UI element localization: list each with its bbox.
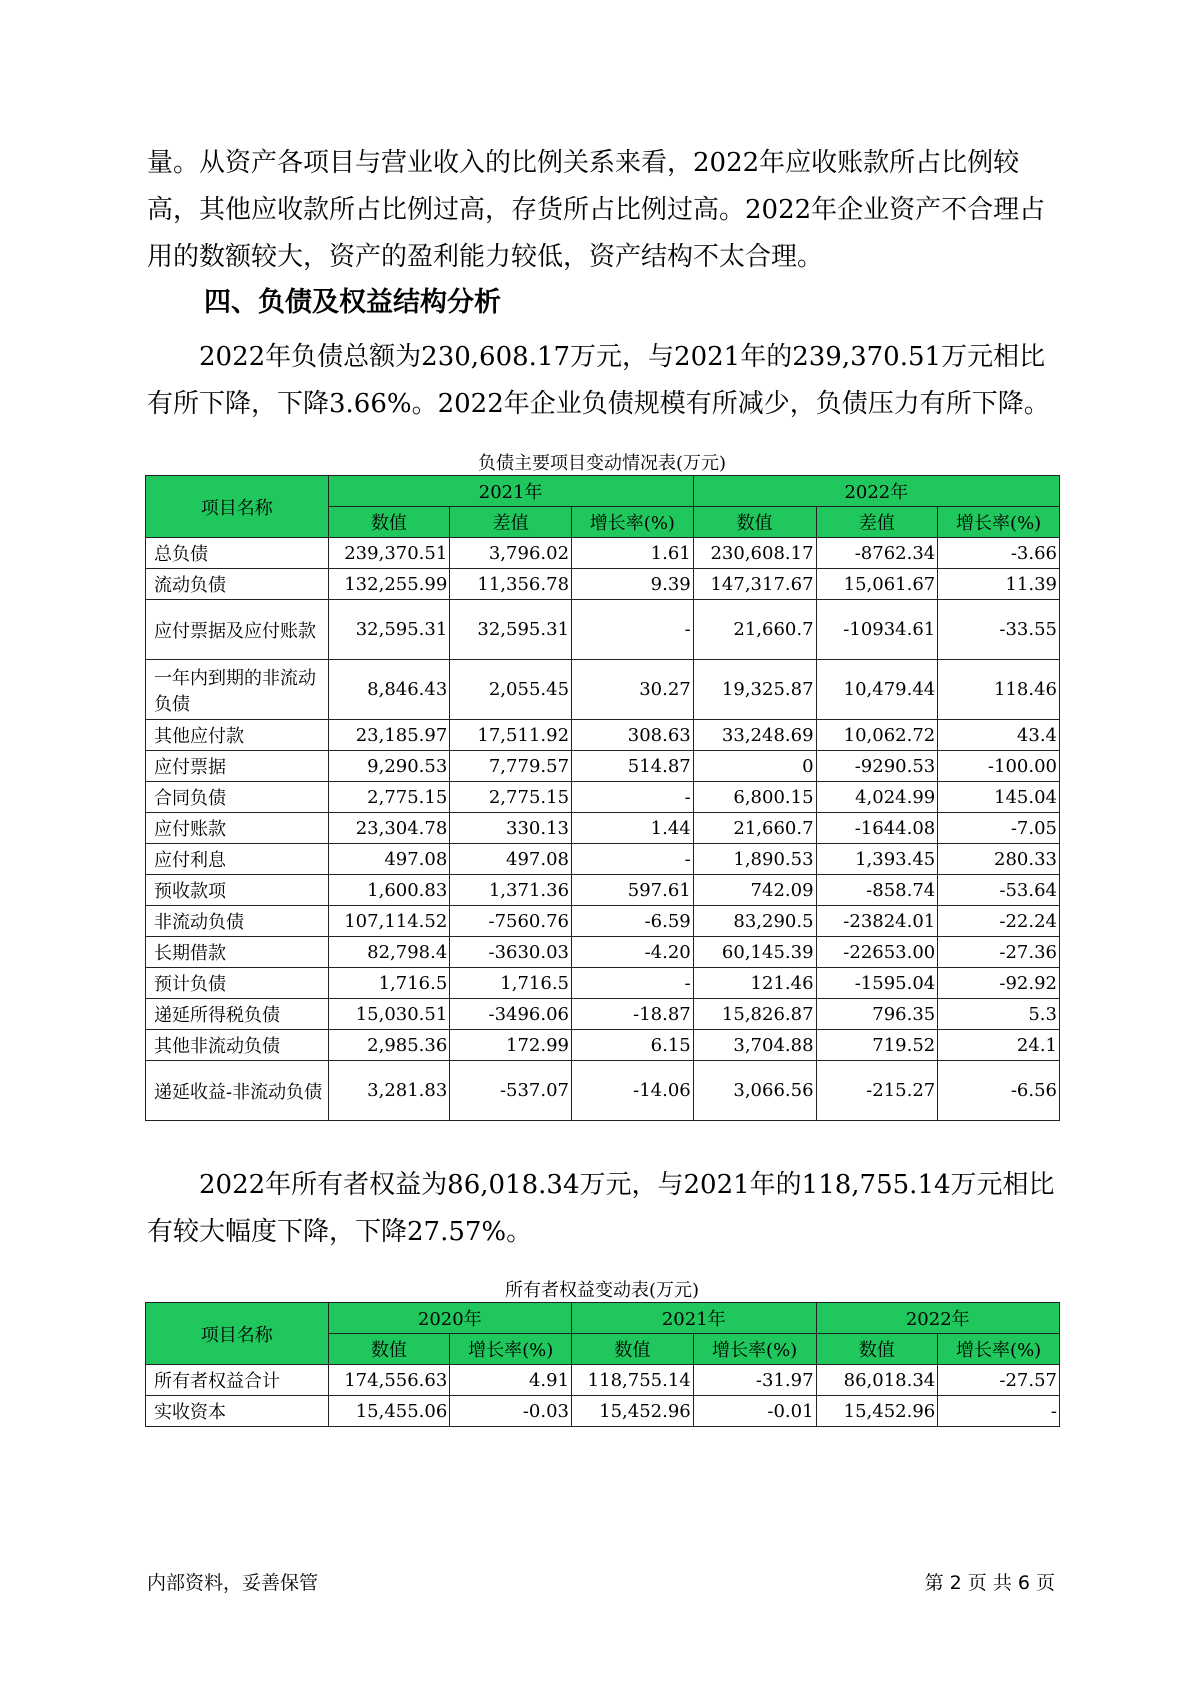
table-row [146, 660, 1060, 720]
table-cell: 118,755.14 [572, 1365, 694, 1396]
table-cell: 21,660.7 [693, 600, 816, 660]
table-cell: 33,248.69 [693, 720, 816, 751]
table-cell: -27.57 [938, 1365, 1060, 1396]
table-cell: 230,608.17 [693, 538, 816, 569]
table-cell: -31.97 [693, 1365, 816, 1396]
table-row [146, 1061, 1060, 1121]
row-label: 预收款项 [146, 875, 329, 906]
row-label: 所有者权益合计 [146, 1365, 329, 1396]
table-row [146, 538, 1060, 569]
table-cell: 11.39 [938, 569, 1060, 600]
year-header: 2020年 [328, 1303, 571, 1334]
table-cell: -3630.03 [450, 937, 572, 968]
table-cell: 15,452.96 [572, 1396, 694, 1427]
table-cell: 9.39 [572, 569, 694, 600]
table-cell: 145.04 [938, 782, 1060, 813]
row-label: 其他非流动负债 [146, 1030, 329, 1061]
table-cell: 239,370.51 [328, 538, 450, 569]
equity-paragraph: 2022年所有者权益为86,018.34万元，与2021年的118,755.14万元相比有较大幅度下降，下降27.57%。 [147, 1170, 1055, 1247]
table-cell: -33.55 [938, 600, 1060, 660]
table-cell: 1,716.5 [328, 968, 450, 999]
table-cell: 9,290.53 [328, 751, 450, 782]
subheader: 差值 [450, 507, 572, 538]
table-cell: 3,066.56 [693, 1061, 816, 1121]
table-cell: 43.4 [938, 720, 1060, 751]
row-label: 其他应付款 [146, 720, 329, 751]
table-cell: 280.33 [938, 844, 1060, 875]
table-cell: 497.08 [450, 844, 572, 875]
table-cell: 3,281.83 [328, 1061, 450, 1121]
table-cell: 308.63 [572, 720, 694, 751]
subheader: 增长率(%) [572, 507, 694, 538]
table-row [146, 720, 1060, 751]
table-cell: -8762.34 [816, 538, 938, 569]
table-cell: 172.99 [450, 1030, 572, 1061]
table-row [146, 875, 1060, 906]
intro-paragraph: 量。从资产各项目与营业收入的比例关系来看，2022年应收账款所占比例较高，其他应收款所占比例过高，存货所占比例过高。2022年企业资产不合理占用的数额较大，资产的盈利能力较低，资产结构不太合理。 [147, 148, 1046, 272]
table-cell: -0.01 [693, 1396, 816, 1427]
table-row [146, 1365, 1060, 1396]
table-cell: -1595.04 [816, 968, 938, 999]
table-cell: 2,055.45 [450, 660, 572, 720]
table-cell: 1.61 [572, 538, 694, 569]
liability-paragraph: 2022年负债总额为230,608.17万元，与2021年的239,370.51万元相比有所下降，下降3.66%。2022年企业负债规模有所减少，负债压力有所下降。 [147, 342, 1050, 419]
year-header: 2022年 [816, 1303, 1059, 1334]
table-cell: 2,775.15 [328, 782, 450, 813]
table-cell: 2,985.36 [328, 1030, 450, 1061]
name-header: 项目名称 [146, 476, 329, 538]
liability-table [145, 475, 1060, 1121]
table-cell: 147,317.67 [693, 569, 816, 600]
table-row [146, 1396, 1060, 1427]
table-cell: -22653.00 [816, 937, 938, 968]
year-header: 2021年 [572, 1303, 817, 1334]
subheader: 增长率(%) [450, 1334, 572, 1365]
table-cell: 5.3 [938, 999, 1060, 1030]
table-cell: - [938, 1396, 1060, 1427]
table-cell: -10934.61 [816, 600, 938, 660]
table-cell: -100.00 [938, 751, 1060, 782]
table-row [146, 782, 1060, 813]
table-cell: 1,600.83 [328, 875, 450, 906]
row-label: 应付利息 [146, 844, 329, 875]
table-cell: -7.05 [938, 813, 1060, 844]
table-row [146, 937, 1060, 968]
table-cell: -3496.06 [450, 999, 572, 1030]
table-cell: 23,185.97 [328, 720, 450, 751]
row-label: 预计负债 [146, 968, 329, 999]
table-row [146, 1030, 1060, 1061]
page-number: 第 2 页 共 6 页 [924, 1572, 1055, 1594]
table-cell: - [572, 782, 694, 813]
table-cell: 21,660.7 [693, 813, 816, 844]
table-cell: - [572, 600, 694, 660]
subheader: 增长率(%) [938, 507, 1060, 538]
equity-table-caption: 所有者权益变动表(万元) [504, 1280, 700, 1301]
subheader: 数值 [816, 1334, 938, 1365]
row-label: 递延收益-非流动负债 [146, 1061, 329, 1121]
table-cell: 24.1 [938, 1030, 1060, 1061]
table-cell: 1,716.5 [450, 968, 572, 999]
table-cell: -7560.76 [450, 906, 572, 937]
table-cell: - [572, 968, 694, 999]
table-cell: 121.46 [693, 968, 816, 999]
table-cell: -1644.08 [816, 813, 938, 844]
table-cell: -27.36 [938, 937, 1060, 968]
table-cell: -6.56 [938, 1061, 1060, 1121]
table-cell: 23,304.78 [328, 813, 450, 844]
row-label: 应付票据及应付账款 [146, 600, 329, 660]
table-cell: 8,846.43 [328, 660, 450, 720]
table-row [146, 844, 1060, 875]
table-cell: 86,018.34 [816, 1365, 938, 1396]
table-cell: -6.59 [572, 906, 694, 937]
row-label: 递延所得税负债 [146, 999, 329, 1030]
table-row [146, 968, 1060, 999]
table-cell: 60,145.39 [693, 937, 816, 968]
table-cell: 7,779.57 [450, 751, 572, 782]
table-cell: 3,796.02 [450, 538, 572, 569]
table-cell: -18.87 [572, 999, 694, 1030]
table-row [146, 999, 1060, 1030]
subheader: 数值 [693, 507, 816, 538]
table-cell: -4.20 [572, 937, 694, 968]
table-cell: 2,775.15 [450, 782, 572, 813]
table-row [146, 906, 1060, 937]
table-cell: -9290.53 [816, 751, 938, 782]
row-label: 一年内到期的非流动负债 [146, 660, 329, 720]
table-cell: 0 [693, 751, 816, 782]
table-cell: 1,371.36 [450, 875, 572, 906]
table-cell: 32,595.31 [328, 600, 450, 660]
table-cell: -23824.01 [816, 906, 938, 937]
table-row [146, 600, 1060, 660]
row-label: 非流动负债 [146, 906, 329, 937]
table-cell: -3.66 [938, 538, 1060, 569]
section-heading: 四、负债及权益结构分析 [204, 287, 501, 318]
table-cell: 132,255.99 [328, 569, 450, 600]
table-cell: -92.92 [938, 968, 1060, 999]
table-cell: 796.35 [816, 999, 938, 1030]
table-cell: 15,030.51 [328, 999, 450, 1030]
row-label: 长期借款 [146, 937, 329, 968]
table-cell: 1,393.45 [816, 844, 938, 875]
table-cell: 514.87 [572, 751, 694, 782]
table-cell: 15,452.96 [816, 1396, 938, 1427]
table-cell: 497.08 [328, 844, 450, 875]
table-cell: -22.24 [938, 906, 1060, 937]
table-cell: 15,455.06 [328, 1396, 450, 1427]
row-label: 流动负债 [146, 569, 329, 600]
table-cell: 17,511.92 [450, 720, 572, 751]
table-cell: 30.27 [572, 660, 694, 720]
table-cell: 1,890.53 [693, 844, 816, 875]
subheader: 数值 [572, 1334, 694, 1365]
row-label: 实收资本 [146, 1396, 329, 1427]
row-label: 应付票据 [146, 751, 329, 782]
table-cell: 15,061.67 [816, 569, 938, 600]
table-cell: 597.61 [572, 875, 694, 906]
table-cell: -858.74 [816, 875, 938, 906]
year-header: 2022年 [693, 476, 1059, 507]
liability-table-caption: 负债主要项目变动情况表(万元) [477, 453, 727, 474]
table-cell: 15,826.87 [693, 999, 816, 1030]
table-cell: -14.06 [572, 1061, 694, 1121]
table-cell: 6,800.15 [693, 782, 816, 813]
table-cell: -0.03 [450, 1396, 572, 1427]
table-cell: 4.91 [450, 1365, 572, 1396]
table-cell: 83,290.5 [693, 906, 816, 937]
table-cell: 10,062.72 [816, 720, 938, 751]
table-cell: 719.52 [816, 1030, 938, 1061]
table-cell: 6.15 [572, 1030, 694, 1061]
table-cell: 32,595.31 [450, 600, 572, 660]
table-cell: 4,024.99 [816, 782, 938, 813]
table-cell: -53.64 [938, 875, 1060, 906]
name-header: 项目名称 [146, 1303, 329, 1365]
subheader: 增长率(%) [938, 1334, 1060, 1365]
row-label: 应付账款 [146, 813, 329, 844]
table-cell: 1.44 [572, 813, 694, 844]
table-cell: 10,479.44 [816, 660, 938, 720]
table-row [146, 813, 1060, 844]
subheader: 增长率(%) [693, 1334, 816, 1365]
table-cell: 107,114.52 [328, 906, 450, 937]
table-cell: 11,356.78 [450, 569, 572, 600]
table-cell: 82,798.4 [328, 937, 450, 968]
table-row [146, 751, 1060, 782]
table-cell: - [572, 844, 694, 875]
table-cell: 742.09 [693, 875, 816, 906]
equity-table [145, 1302, 1060, 1427]
table-cell: 330.13 [450, 813, 572, 844]
table-cell: 3,704.88 [693, 1030, 816, 1061]
table-cell: 118.46 [938, 660, 1060, 720]
subheader: 差值 [816, 507, 938, 538]
subheader: 数值 [328, 507, 450, 538]
year-header: 2021年 [328, 476, 693, 507]
subheader: 数值 [328, 1334, 450, 1365]
row-label: 总负债 [146, 538, 329, 569]
table-cell: -537.07 [450, 1061, 572, 1121]
table-row [146, 569, 1060, 600]
table-cell: -215.27 [816, 1061, 938, 1121]
row-label: 合同负债 [146, 782, 329, 813]
table-cell: 174,556.63 [328, 1365, 450, 1396]
footer-note: 内部资料，妥善保管 [147, 1572, 319, 1594]
table-cell: 19,325.87 [693, 660, 816, 720]
